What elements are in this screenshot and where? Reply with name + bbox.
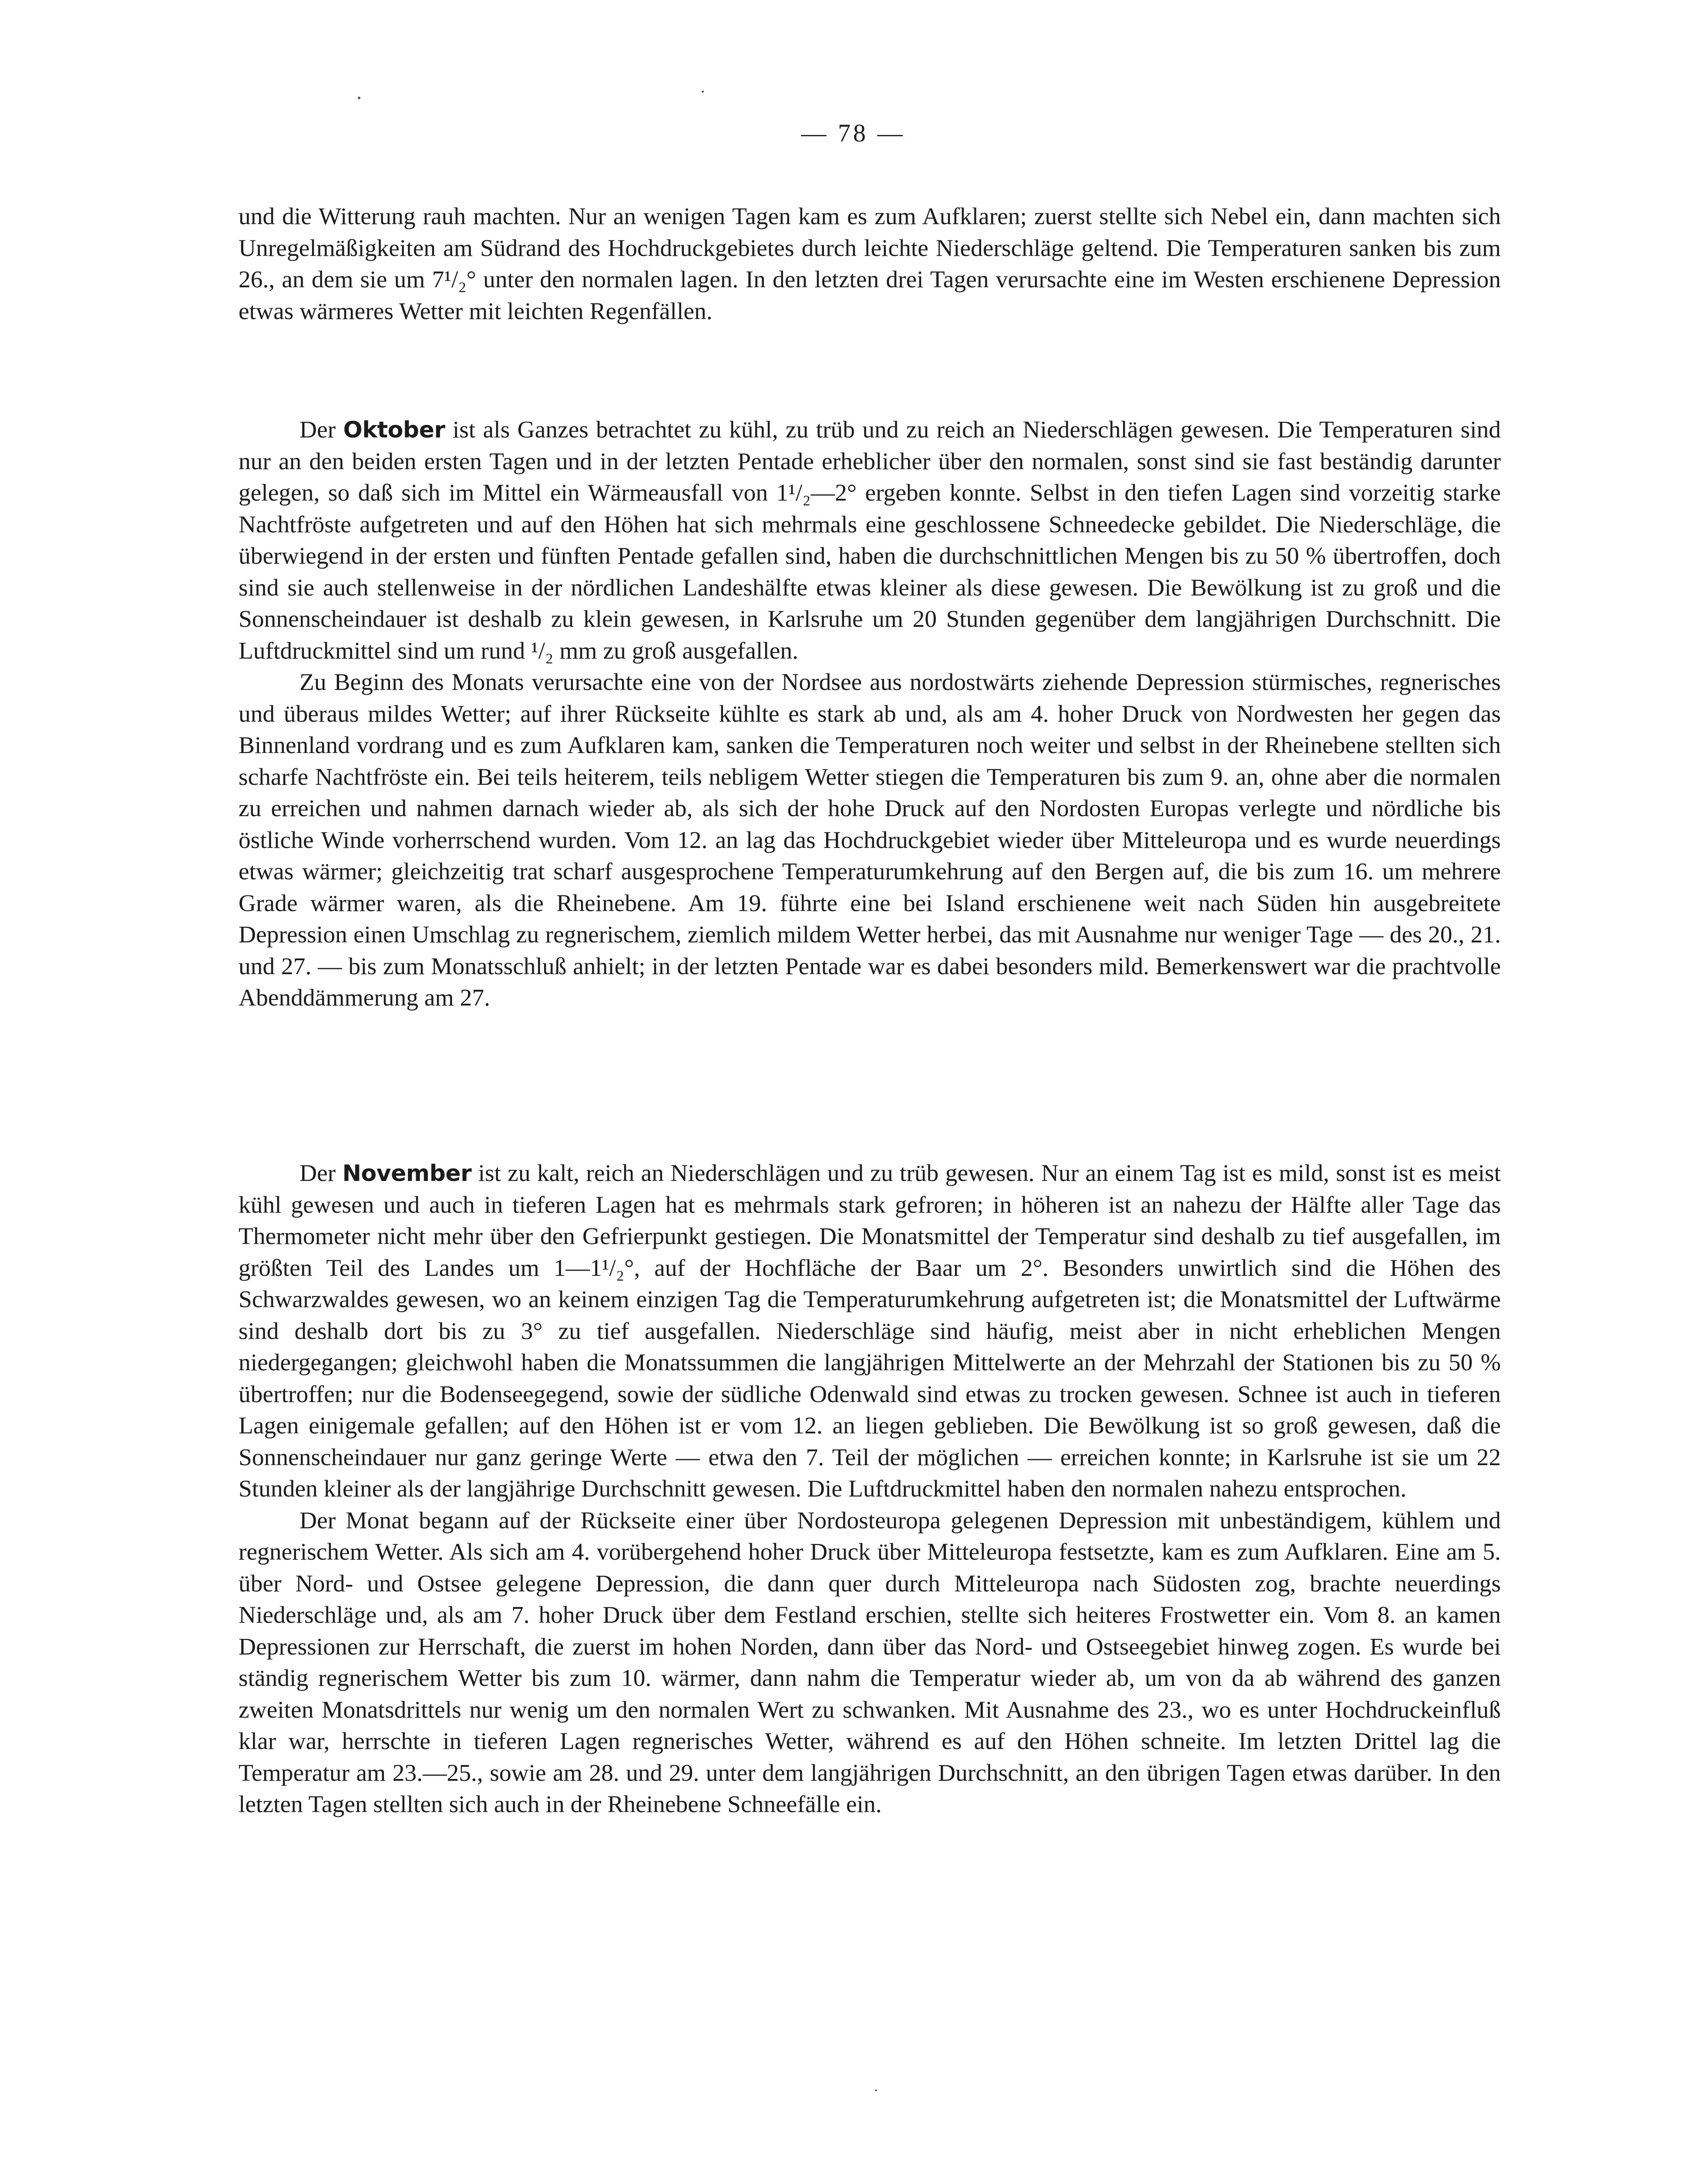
november-summary-text: ist zu kalt, reich an Niederschlägen und zu trüb gewesen. Nur an einem Tag ist es mild, sonst ist es meist kühl gewesen und auch in tieferen Lagen hat es mehrmals stark gefroren; in höheren ist an nahezu der Hälfte aller Tage das Thermometer nicht mehr über den Gefrierpunkt gestiegen. Die Monatsmittel der Temperatur sind deshalb zu tief ausgefallen, im größten Teil des Landes um 1—1¹/₂°, auf der Hochfläche der Baar um 2°. Besonders unwirtlich sind die Höhen des Schwarzwaldes gewesen, wo an keinem einzigen Tag die Temperaturumkehrung aufgetreten ist; die Monatsmittel der Luftwärme sind deshalb dort bis zu 3° zu tief ausgefallen. Niederschläge sind häufig, meist aber in nicht erheblichen Mengen niedergegangen; gleichwohl haben die Monatssummen die langjährigen Mittelwerte an der Mehrzahl der Stationen bis zu 50 % übertroffen; nur die Bodenseegegend, sowie der südliche Odenwald sind etwas zu trocken gewesen. Schnee ist auch in tieferen Lagen einigemale gefallen; auf den Höhen ist er vom 12. an liegen geblieben. Die Bewölkung ist so groß gewesen, daß die Sonnenscheindauer nur ganz geringe Werte — etwa den 7. Teil der möglichen — erreichen konnte; in Karlsruhe ist sie um 22 Stunden kleiner als der langjährige Durchschnitt gewesen. Die Luftdruckmittel haben den normalen nahezu entsprochen. (239, 1160, 1501, 1502)
scan-speck (702, 91, 704, 93)
month-heading-november: November (342, 1160, 472, 1187)
lead-word: Der (299, 1160, 336, 1187)
section-oktober (239, 414, 1501, 1014)
paragraph-november-course: Der Monat begann auf der Rückseite einer über Nordosteuropa gelegenen Depression mit unbeständigem, kühlem und regnerischem Wetter. Als sich am 4. vorübergehend hoher Druck über Mitteleuropa festsetzte, kam es zum Aufklaren. Eine am 5. über Nord- und Ostsee gelegene Depression, die dann quer durch Mitteleuropa nach Südosten zog, brachte neuerdings Niederschläge und, als am 7. hoher Druck über dem Festland erschien, stellte sich heiteres Frostwetter ein. Vom 8. an kamen Depressionen zur Herrschaft, die zuerst im hohen Norden, dann über das Nord- und Ostseegebiet hinweg zogen. Es wurde bei ständig regnerischem Wetter bis zum 10. wärmer, dann nahm die Temperatur wieder ab, um von da ab während des ganzen zweiten Monatsdrittels nur wenig um den normalen Wert zu schwanken. Mit Ausnahme des 23., wo es unter Hochdruckeinfluß klar war, herrschte in tieferen Lagen regnerisches Wetter, während es auf den Höhen schneite. Im letzten Drittel lag die Temperatur am 23.—25., sowie am 28. und 29. unter dem langjährigen Durchschnitt, an den übrigen Tagen etwas darüber. In den letzten Tagen stellten sich auch in der Rheinebene Schneefälle ein. (239, 1507, 1501, 1818)
oktober-summary-text: ist als Ganzes betrachtet zu kühl, zu trüb und zu reich an Niederschlägen gewesen. Die Temperaturen sind nur an den beiden ersten Tagen und in der letzten Pentade erheblicher über den normalen, sonst sind sie fast beständig darunter gelegen, so daß sich im Mittel ein Wärmeausfall von 1¹/₂—2° ergeben konnte. Selbst in den tiefen Lagen sind vorzeitig starke Nachtfröste aufgetreten und auf den Höhen hat sich mehrmals eine geschlossene Schneedecke gebildet. Die Niederschläge, die überwiegend in der ersten und fünften Pentade gefallen sind, haben die durchschnittlichen Mengen bis zu 50 % übertroffen, doch sind sie auch stellenweise in der nördlichen Landeshälfte etwas kleiner als diese gewesen. Die Bewölkung ist zu groß und die Sonnenscheindauer ist deshalb zu klein gewesen, in Karlsruhe um 20 Stunden gegenüber dem langjährigen Durchschnitt. Die Luftdruckmittel sind um rund ¹/₂ mm zu groß ausgefallen. (239, 417, 1501, 664)
month-heading-oktober: Oktober (343, 417, 445, 443)
paragraph-oktober-summary (239, 414, 1501, 667)
page-number: — 78 — (801, 119, 905, 147)
september-continuation (239, 201, 1501, 327)
paragraph-september-end: und die Witterung rauh machten. Nur an wenigen Tagen kam es zum Aufklaren; zuerst stellte sich Nebel ein, dann machten sich Unregelmäßigkeiten am Südrand des Hochdruckgebietes durch leichte Niederschläge geltend. Die Temperaturen sanken bis zum 26., an dem sie um 7¹/₂° unter den normalen lagen. In den letzten drei Tagen verursachte eine im Westen erschienene Depression etwas wärmeres Wetter mit leichten Regenfällen. (239, 203, 1501, 325)
scan-speck (875, 2089, 877, 2091)
scan-speck (358, 97, 360, 99)
lead-word: Der (299, 417, 336, 443)
section-november (239, 1158, 1501, 1821)
paragraph-oktober-course: Zu Beginn des Monats verursachte eine von der Nordsee aus nordostwärts ziehende Depression stürmisches, regnerisches und überaus mildes Wetter; auf ihrer Rückseite kühlte es stark ab und, als am 4. hoher Druck von Nordwesten her gegen das Binnenland vordrang und es zum Aufklaren kam, sanken die Temperaturen noch weiter und selbst in der Rheinebene stellten sich scharfe Nachtfröste ein. Bei teils heiterem, teils nebligem Wetter stiegen die Temperaturen bis zum 9. an, ohne aber die normalen zu erreichen und nahmen darnach wieder ab, als sich der hohe Druck auf den Nordosten Europas verlegte und nördliche bis östliche Winde vorherrschend wurden. Vom 12. an lag das Hochdruckgebiet wieder über Mitteleuropa und es wurde neuerdings etwas wärmer; gleichzeitig trat scharf ausgesprochene Temperaturumkehrung auf den Bergen auf, die bis zum 16. um mehrere Grade wärmer waren, als die Rheinebene. Am 19. führte eine bei Island erschienene weit nach Süden hin ausgebreitete Depression einen Umschlag zu regnerischem, ziemlich mildem Wetter herbei, das mit Ausnahme nur weniger Tage — des 20., 21. und 27. — bis zum Monatsschluß anhielt; in der letzten Pentade war es dabei besonders mild. Bemerkenswert war die prachtvolle Abenddämmerung am 27. (239, 669, 1501, 1011)
paragraph-november-summary (239, 1158, 1501, 1505)
